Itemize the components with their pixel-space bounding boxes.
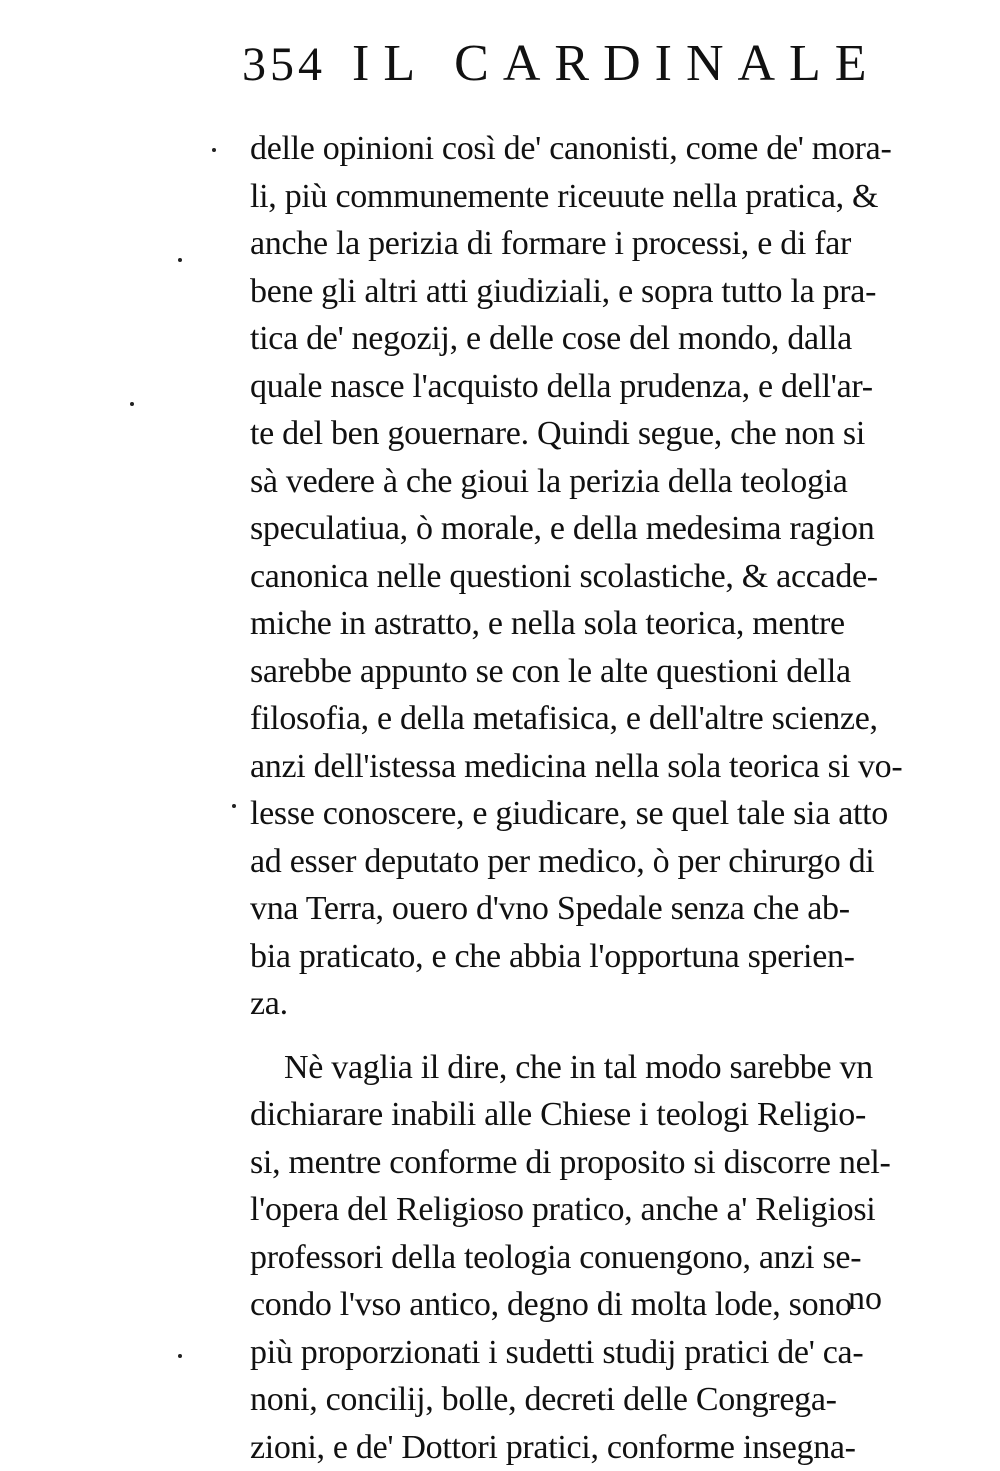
text-line: za. xyxy=(250,980,930,1028)
ink-speck xyxy=(232,804,236,808)
text-line: anzi dell'istessa medicina nella sola teorica si vo- xyxy=(250,743,930,791)
text-line: ad esser deputato per medico, ò per chirurgo di xyxy=(250,838,930,886)
text-line: professori della teologia conuengono, anzi se- xyxy=(250,1234,930,1282)
page-header xyxy=(242,38,942,108)
paragraph-2 xyxy=(250,1044,930,1471)
ink-speck xyxy=(178,1354,182,1358)
text-line: sà vedere à che gioui la perizia della teologia xyxy=(250,458,930,506)
text-line: bene gli altri atti giudiziali, e sopra tutto la pra- xyxy=(250,268,930,316)
text-line: si, mentre conforme di proposito si discorre nel- xyxy=(250,1139,930,1187)
running-head: IL CARDINALE xyxy=(352,38,881,90)
ink-speck xyxy=(178,258,182,262)
text-line: delle opinioni così de' canonisti, come de' mora- xyxy=(250,125,930,173)
text-line: anche la perizia di formare i processi, e di far xyxy=(250,220,930,268)
catchword: no xyxy=(848,1282,882,1316)
text-line: dichiarare inabili alle Chiese i teologi Religio- xyxy=(250,1091,930,1139)
text-line: vna Terra, ouero d'vno Spedale senza che ab- xyxy=(250,885,930,933)
text-line: canonica nelle questioni scolastiche, & accade- xyxy=(250,553,930,601)
text-line: condo l'vso antico, degno di molta lode, sono xyxy=(250,1281,930,1329)
text-line: Nè vaglia il dire, che in tal modo sarebbe vn xyxy=(250,1044,930,1092)
text-line: quale nasce l'acquisto della prudenza, e dell'ar- xyxy=(250,363,930,411)
ink-speck xyxy=(212,148,216,152)
text-line: miche in astratto, e nella sola teorica, mentre xyxy=(250,600,930,648)
text-line: li, più communemente riceuute nella pratica, & xyxy=(250,173,930,221)
text-line: filosofia, e della metafisica, e dell'altre scienze, xyxy=(250,695,930,743)
page-number: 354 xyxy=(242,41,326,89)
text-line: zioni, e de' Dottori pratici, conforme insegna- xyxy=(250,1424,930,1471)
text-line: te del ben gouernare. Quindi segue, che non si xyxy=(250,410,930,458)
text-line: sarebbe appunto se con le alte questioni della xyxy=(250,648,930,696)
text-line: bia praticato, e che abbia l'opportuna sperien- xyxy=(250,933,930,981)
text-line: speculatiua, ò morale, e della medesima ragion xyxy=(250,505,930,553)
text-line: l'opera del Religioso pratico, anche a' Religiosi xyxy=(250,1186,930,1234)
body-text xyxy=(250,125,930,1471)
text-line: lesse conoscere, e giudicare, se quel tale sia atto xyxy=(250,790,930,838)
paragraph-1 xyxy=(250,125,930,1028)
text-line: noni, concilij, bolle, decreti delle Congrega- xyxy=(250,1376,930,1424)
text-line: tica de' negozij, e delle cose del mondo, dalla xyxy=(250,315,930,363)
ink-speck xyxy=(130,402,134,406)
text-line: più proporzionati i sudetti studij pratici de' ca- xyxy=(250,1329,930,1377)
